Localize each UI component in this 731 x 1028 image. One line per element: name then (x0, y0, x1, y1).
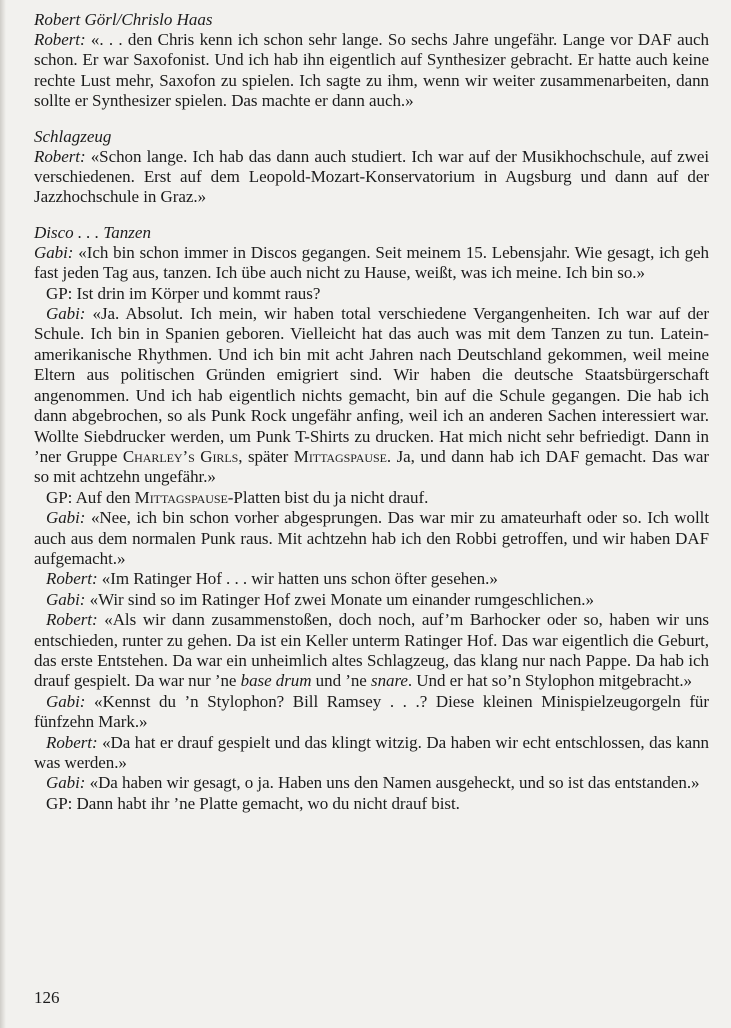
paragraph-text: -Platten bist du ja nicht drauf. (227, 487, 429, 507)
speaker-label: Gabi: (34, 242, 74, 262)
speaker-label: Robert: (34, 30, 86, 49)
paragraph (34, 508, 709, 569)
paragraph-text: «Ich bin schon immer in Discos gegangen. Seit meinem 15. Lebensjahr. Wie gesagt, ich geh fast jeden Tag aus, tanzen. Ich übe auch nicht zu Hause, weißt, was ich meine. Ich bin so.» (34, 242, 709, 283)
speaker-label: Gabi: (46, 508, 86, 528)
section-heading: Schlagzeug (34, 126, 112, 146)
band-name: Mittagspause (134, 487, 228, 507)
paragraph (34, 610, 709, 692)
paragraph-text: «Wir sind so im Ratinger Hof zwei Monate um einander rumgeschlichen.» (85, 589, 594, 609)
paragraph-text: GP: Auf den (46, 487, 135, 507)
paragraph (34, 304, 709, 488)
paragraph (34, 794, 709, 814)
speaker-label: Robert: (46, 732, 98, 752)
paragraph (34, 692, 709, 733)
paragraph-text: «Kennst du ’n Stylophon? Bill Ramsey . . .? Diese kleinen Minispielzeugorgeln für fünfzehn Mark.» (34, 691, 709, 732)
paragraph-text: . Und er hat so’n Stylophon mitgebracht.» (407, 671, 692, 691)
speaker-label: Robert: (46, 569, 98, 589)
section-disco-tanzen (34, 223, 709, 814)
paragraph (34, 733, 709, 774)
paragraph-text: «Schon lange. Ich hab das dann auch studiert. Ich war auf der Musikhochschule, auf zwei verschiedenen. Erst auf dem Leopold-Mozart-Konservatorium in Augsburg und dann auf der Jazzhochschule in Graz.» (34, 146, 709, 207)
speaker-label: Gabi: (46, 773, 86, 793)
speaker-label: Robert: (46, 610, 98, 630)
section-goerl-haas (34, 10, 709, 112)
paragraph (34, 284, 709, 304)
speaker-label: Gabi: (46, 691, 86, 711)
section-heading: Disco . . . Tanzen (34, 222, 151, 242)
emphasis-term: base drum (240, 671, 312, 691)
paragraph (34, 569, 709, 589)
paragraph (34, 488, 709, 508)
paragraph-text: «. . . den Chris kenn ich schon sehr lange. So sechs Jahre ungefähr. Lange vor DAF auch schon. Er war Saxofonist. Und ich hab ihn eigentlich auf Synthesizer gebracht. Er hatte auch keine rechte Lust mehr, Saxofon zu spielen. Ich sagte zu ihm, wenn wir weiter zusammenarbeiten, dann sollte er Synthesizer spielen. Das machte er dann auch.» (34, 30, 709, 111)
section-schlagzeug (34, 127, 709, 208)
section-heading: Robert Görl/Chrislo Haas (34, 10, 213, 29)
paragraph (34, 590, 709, 610)
speaker-label: Robert: (34, 146, 86, 166)
paragraph (34, 773, 709, 793)
page-number: 126 (34, 988, 60, 1007)
paragraph (34, 30, 709, 112)
paragraph-text: . Ja, und dann hab ich DAF gemacht. Das war so mit achtzehn ungefähr.» (34, 446, 709, 487)
paragraph-text: «Ja. Absolut. Ich mein, wir haben total verschiedene Vergangenheiten. Ich war auf der Schule. Ich bin in Spanien geboren. Vielleicht hat das auch was mit dem Tanzen zu tun. Latein-amerikanische Rhythmen. Und ich bin mit acht Jahren nach Deutschland gekommen, weil meine Eltern aus politischen Gründen emigriert sind. Wir haben die deutsche Staatsbürgerschaft angenommen. Und ich hab eigentlich nichts gemacht, bin auf die Schule gegangen. Die hab ich dann abgebrochen, so als Punk Rock ungefähr anfing, weil ich an anderen Sachen interessiert war. Wollte Siebdrucker werden, um Punk T-Shirts zu drucken. Hat mich nicht sehr befriedigt. Dann in ’ner Gruppe (34, 304, 709, 466)
paragraph-text: GP: Ist drin im Körper und kommt raus? (46, 283, 321, 303)
paragraph (34, 243, 709, 284)
speaker-label: Gabi: (46, 589, 86, 609)
emphasis-term: snare (371, 671, 408, 691)
band-name: Charley’s Girls (122, 446, 239, 466)
band-name: Mittagspause (293, 446, 387, 466)
paragraph-text: und ’ne (311, 671, 371, 691)
paragraph-text: «Als wir dann zusammenstoßen, doch noch, auf’m Barhocker oder so, haben wir uns entschieden, runter zu gehen. Da ist ein Keller unterm Ratinger Hof. Das war eigentlich die Geburt, das erste Entstehen. Da war ein unheimlich altes Schlagzeug, das klang nur nach Pappe. Da hab ich drauf gespielt. Da war nur ’ne (34, 610, 709, 691)
paragraph-text: «Da haben wir gesagt, o ja. Haben uns den Namen ausgeheckt, und so ist das entstanden.» (85, 773, 700, 793)
speaker-label: Gabi: (46, 304, 86, 324)
paragraph (34, 147, 709, 208)
paragraph-text: «Da hat er drauf gespielt und das klingt witzig. Da haben wir echt entschlossen, das kann was werden.» (34, 732, 709, 772)
paragraph-text: «Nee, ich bin schon vorher abgesprungen. Das war mir zu amateurhaft oder so. Ich wollt auch aus dem normalen Punk raus. Mit achtzehn hab ich den Robbi getroffen, und wir haben DAF aufgemacht.» (34, 508, 709, 568)
paragraph-text: «Im Ratinger Hof . . . wir hatten uns schon öfter gesehen.» (97, 569, 498, 589)
paragraph-text: , später (238, 446, 294, 466)
paragraph-text: GP: Dann habt ihr ’ne Platte gemacht, wo du nicht drauf bist. (46, 793, 460, 813)
